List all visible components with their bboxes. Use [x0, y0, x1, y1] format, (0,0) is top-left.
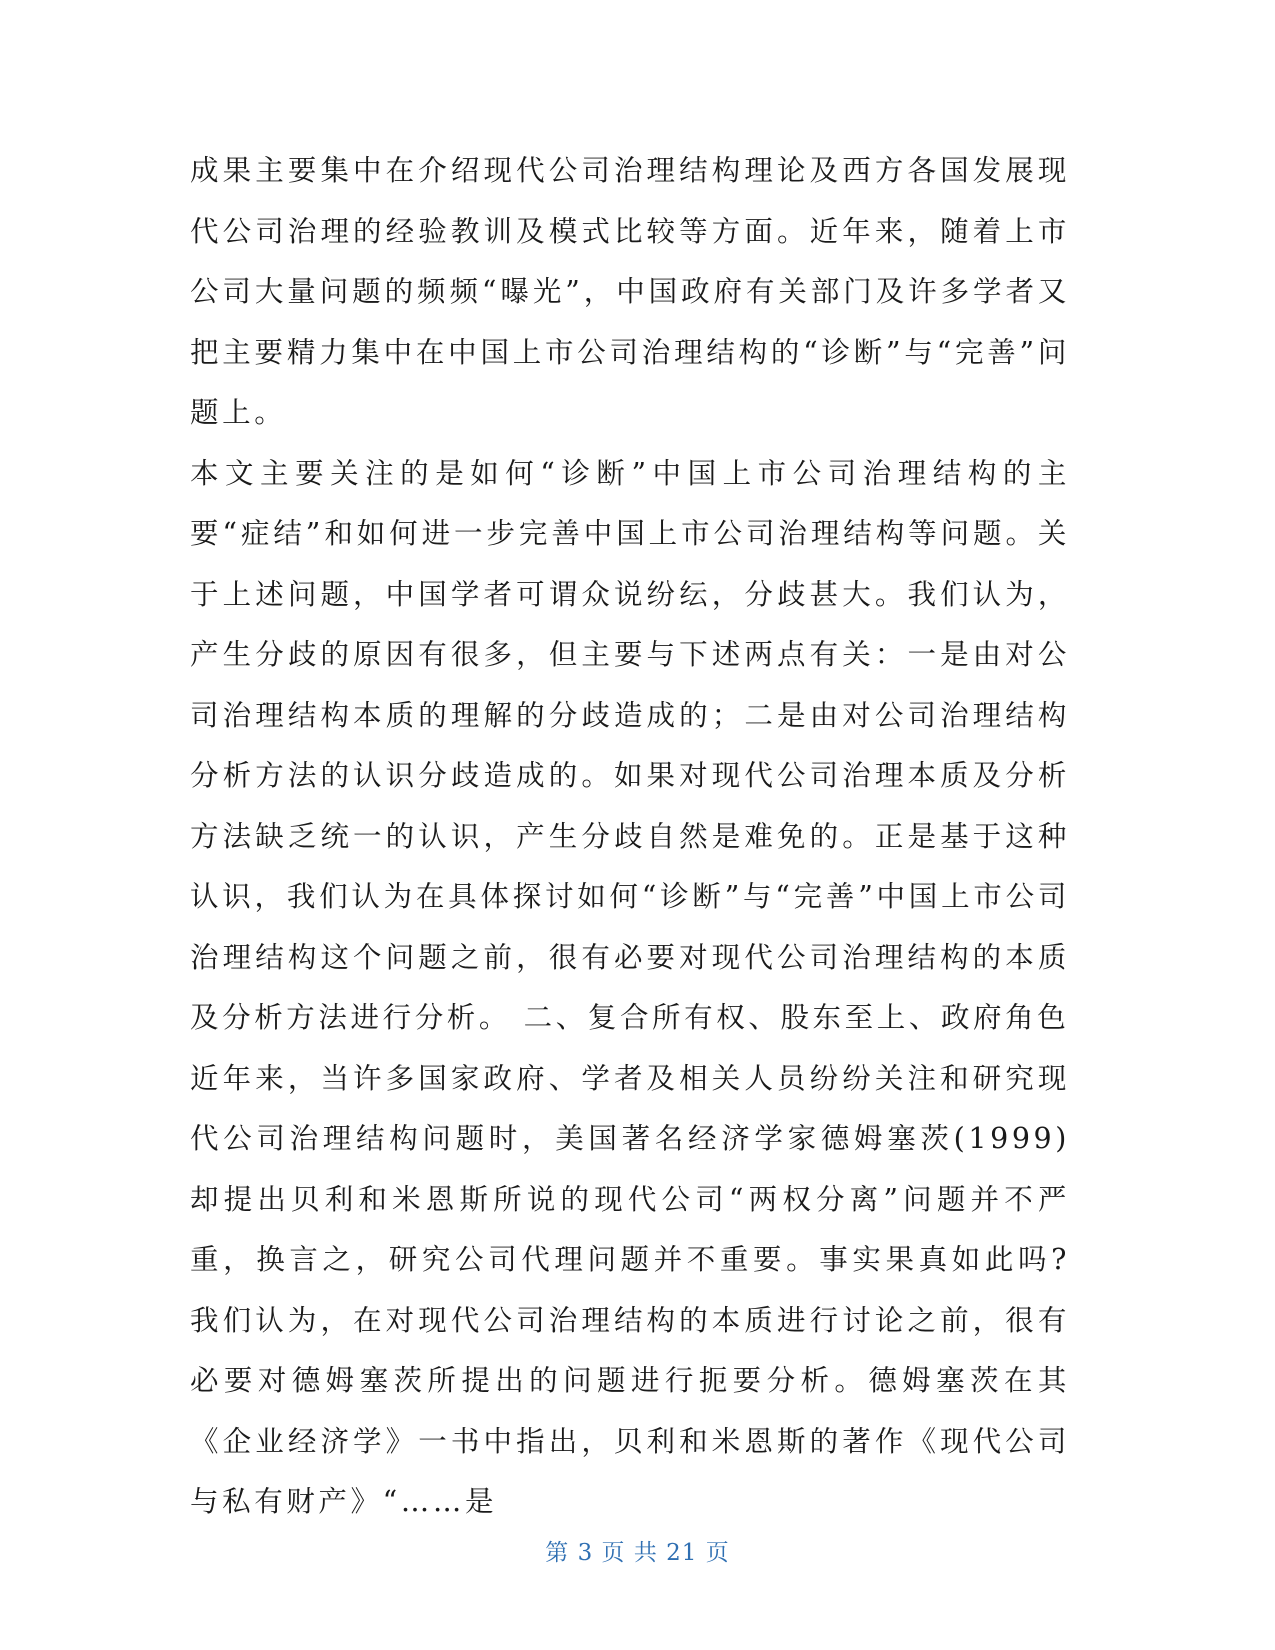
document-body [190, 141, 1070, 1533]
paragraph-2: 本文主要关注的是如何“诊断”中国上市公司治理结构的主要“症结”和如何进一步完善中国上市公司治理结构等问题。关于上述问题，中国学者可谓众说纷纭，分歧甚大。我们认为，产生分歧的原因有很多，但主要与下述两点有关：一是由对公司治理结构本质的理解的分歧造成的；二是由对公司治理结构分析方法的认识分歧造成的。如果对现代公司治理本质及分析方法缺乏统一的认识，产生分歧自然是难免的。正是基于这种认识，我们认为在具体探讨如何“诊断”与“完善”中国上市公司治理结构这个问题之前，很有必要对现代公司治理结构的本质及分析方法进行分析。 二、复合所有权、股东至上、政府角色 [190, 456, 1070, 1034]
page-number: 第 3 页 共 21 页 [545, 1540, 730, 1566]
paragraph-3: 近年来，当许多国家政府、学者及相关人员纷纷关注和研究现代公司治理结构问题时，美国著名经济学家德姆塞茨(1999)却提出贝利和米恩斯所说的现代公司“两权分离”问题并不严重，换言之，研究公司代理问题并不重要。事实果真如此吗?我们认为，在对现代公司治理结构的本质进行讨论之前，很有必要对德姆塞茨所提出的问题进行扼要分析。德姆塞茨在其《企业经济学》一书中指出，贝利和米恩斯的著作《现代公司与私有财产》“……是 [190, 1061, 1070, 1518]
page-footer [0, 1534, 1275, 1567]
paragraph-1: 成果主要集中在介绍现代公司治理结构理论及西方各国发展现代公司治理的经验教训及模式比较等方面。近年来，随着上市公司大量问题的频频“曝光”，中国政府有关部门及许多学者又把主要精力集中在中国上市公司治理结构的“诊断”与“完善”问题上。 [190, 154, 1070, 429]
